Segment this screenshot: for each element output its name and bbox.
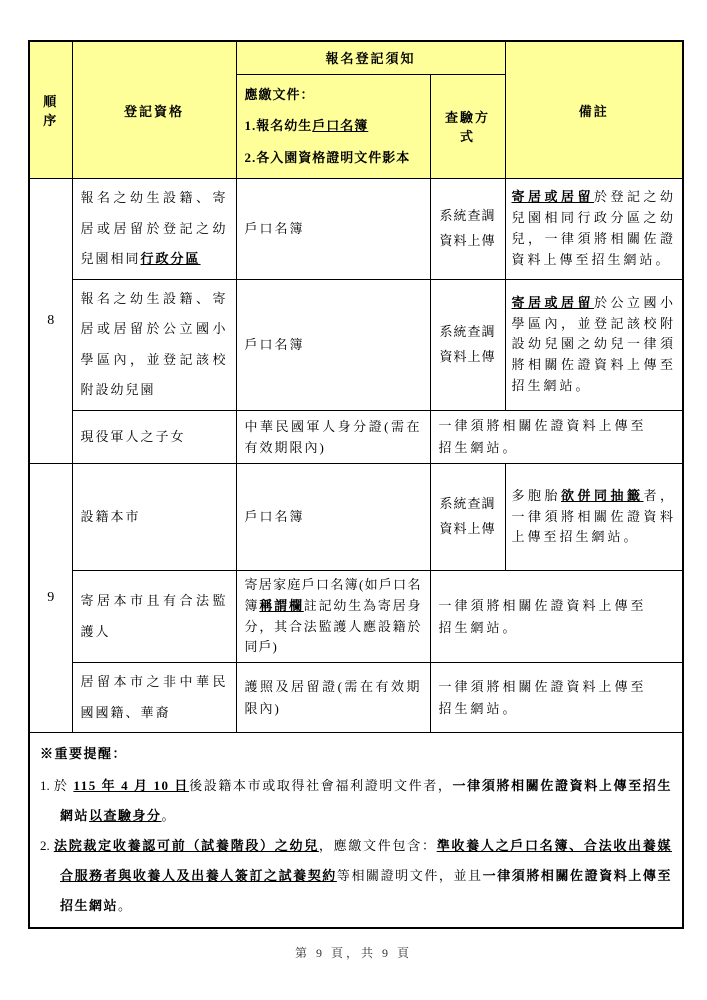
- header-notice-group: 報名登記須知: [236, 41, 505, 74]
- verification-cell: 系統查調資料上傳: [430, 179, 505, 280]
- table-row: [29, 279, 683, 410]
- reminder-item-1: [40, 771, 672, 831]
- header-documents-line: 2.各入園資格證明文件影本: [244, 150, 411, 166]
- reminder-number: 2.: [40, 838, 50, 853]
- header-documents-line: 1.報名幼生戶口名簿: [244, 118, 369, 134]
- reminders-title: ※重要提醒：: [40, 746, 128, 762]
- verification-remarks-merged-cell: 一律須將相關佐證資料上傳至招生網站。: [430, 571, 683, 663]
- qualification-cell: 報名之幼生設籍、寄居或居留於登記之幼兒園相同行政分區: [72, 179, 236, 280]
- table-row: [29, 733, 683, 928]
- table-row: [29, 663, 683, 733]
- remarks-cell: 寄居或居留於公立國小學區內，並登記該校附設幼兒園之幼兒一律須將相關佐證資料上傳至招生網站。: [505, 279, 683, 410]
- reminder-text: 法院裁定收養認可前（試養階段）之幼兒，應繳文件包含：準收養人之戶口名簿、合法收出養媒合服務者與收養人及出養人簽訂之試養契約等相關證明文件，並且一律須將相關佐證資料上傳至招生網站。: [53, 838, 672, 913]
- header-documents-line: 應繳文件：: [244, 86, 315, 102]
- documents-cell: 護照及居留證(需在有效期限內): [236, 663, 430, 733]
- order-cell-8: 8: [29, 179, 72, 464]
- reminder-text: 於 115 年 4 月 10 日後設籍本市或取得社會福利證明文件者，一律須將相關佐證資料上傳至招生網站以查驗身分。: [53, 778, 672, 824]
- table-row: [29, 571, 683, 663]
- verification-cell: 系統查調資料上傳: [430, 279, 505, 410]
- order-cell-9: 9: [29, 464, 72, 733]
- header-remarks: 備註: [505, 41, 683, 179]
- documents-cell: 戶口名簿: [236, 179, 430, 280]
- registration-table: [28, 40, 684, 929]
- header-verification: 查驗方式: [430, 74, 505, 179]
- page-number-indicator: 第 9 頁，共 9 頁: [294, 946, 412, 960]
- qualification-cell: 報名之幼生設籍、寄居或居留於公立國小學區內，並登記該校附設幼兒園: [72, 279, 236, 410]
- header-documents: [236, 74, 430, 179]
- reminder-item-2: [40, 831, 672, 921]
- qualification-cell: 設籍本市: [72, 464, 236, 571]
- reminder-number: 1.: [40, 778, 50, 794]
- documents-cell: 中華民國軍人身分證(需在有效期限內): [236, 410, 430, 463]
- header-order: 順序: [29, 41, 72, 179]
- verification-cell: 系統查調資料上傳: [430, 464, 505, 571]
- documents-cell: 戶口名簿: [236, 279, 430, 410]
- table-row: [29, 464, 683, 571]
- verification-remarks-merged-cell: 一律須將相關佐證資料上傳至招生網站。: [430, 410, 683, 463]
- table-row: [29, 410, 683, 463]
- important-reminders: [29, 733, 683, 928]
- documents-cell: 寄居家庭戶口名簿(如戶口名簿稱謂欄註記幼生為寄居身分，其合法監護人應設籍於同戶): [236, 571, 430, 663]
- qualification-cell: 寄居本市且有合法監護人: [72, 571, 236, 663]
- remarks-cell: 多胞胎欲併同抽籤者，一律須將相關佐證資料上傳至招生網站。: [505, 464, 683, 571]
- qualification-cell: 居留本市之非中華民國國籍、華裔: [72, 663, 236, 733]
- table-row: [29, 179, 683, 280]
- remarks-cell: 寄居或居留於登記之幼兒園相同行政分區之幼兒，一律須將相關佐證資料上傳至招生網站。: [505, 179, 683, 280]
- header-qualification: 登記資格: [72, 41, 236, 179]
- qualification-cell: 現役軍人之子女: [72, 410, 236, 463]
- verification-remarks-merged-cell: 一律須將相關佐證資料上傳至招生網站。: [430, 663, 683, 733]
- documents-cell: 戶口名簿: [236, 464, 430, 571]
